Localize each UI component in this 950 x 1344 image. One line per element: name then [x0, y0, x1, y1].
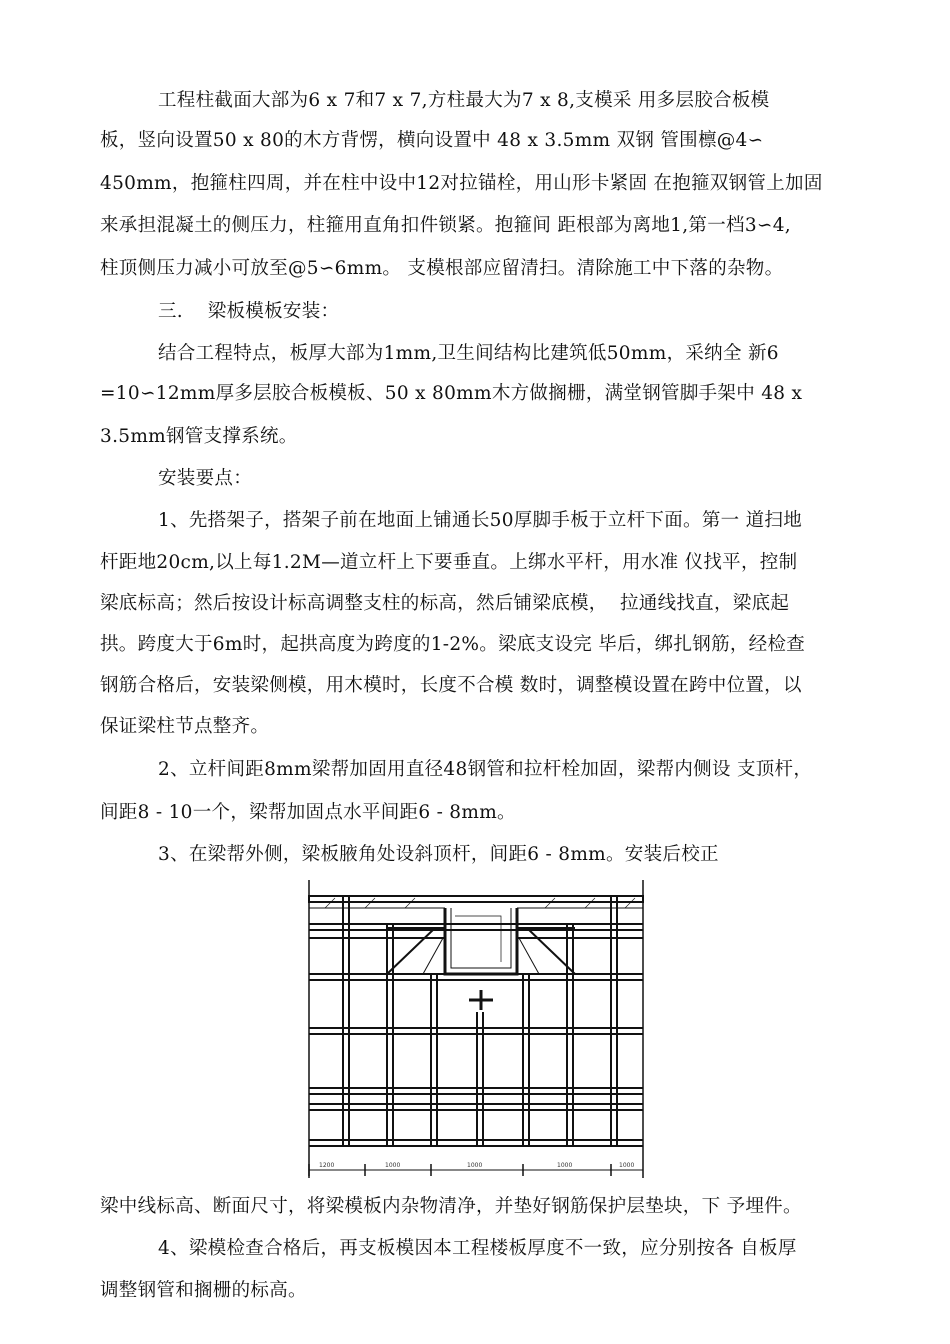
text-line: 保证梁柱节点整齐。 — [100, 716, 270, 737]
text-line: 拱。跨度大于6m时，起拱高度为跨度的1-2%。梁底支设完 毕后，绑扎钢筋，经检查 — [100, 634, 806, 655]
text-line: 1、先搭架子，搭架子前在地面上铺通长50厚脚手板于立杆下面。第一 道扫地 — [158, 510, 802, 531]
text-line: 梁底标高；然后按设计标高调整支柱的标高，然后铺梁底模， 拉通线找直，梁底起 — [100, 593, 790, 614]
text-line: 钢筋合格后，安装梁侧模，用木模时，长度不合模 数时，调整模设置在跨中位置，以 — [100, 675, 802, 696]
text-line: 3.5mm钢管支撑系统。 — [100, 426, 298, 447]
text-line: 4、梁模检查合格后，再支板模因本工程楼板厚度不一致，应分别按各 自板厚 — [158, 1238, 797, 1259]
text-line: 柱顶侧压力减小可放至@5∽6mm。 支模根部应留清扫。清除施工中下落的杂物。 — [100, 258, 784, 279]
text-line: 3、在梁帮外侧，梁板腋角处设斜顶杆，间距6 - 8mm。安装后校正 — [158, 844, 719, 865]
formwork-section-figure — [305, 878, 650, 1180]
dimension-label: 1000 — [557, 1162, 573, 1169]
text-line: 梁中线标高、断面尺寸，将梁模板内杂物清净，并垫好钢筋保护层垫块，下 予埋件。 — [100, 1196, 802, 1217]
slab-line — [309, 896, 643, 902]
text-line: 2、立杆间距8mm梁帮加固用直径48钢管和拉杆栓加固，梁帮内侧设 支顶杆， — [158, 759, 813, 780]
dimension-label: 1000 — [385, 1162, 401, 1169]
dimension-label: 1000 — [467, 1162, 483, 1169]
subsection-title: 安装要点： — [158, 468, 253, 489]
dimension-label: 1000 — [619, 1162, 635, 1169]
beam-form — [445, 908, 517, 974]
text-line: 450mm，抱箍柱四周，并在柱中设中12对拉锚栓，用山形卡紧固 在抱箍双钢管上加固 — [100, 173, 823, 194]
text-line: 结合工程特点，板厚大部为1mm,卫生间结构比建筑低50mm，采纳全 新6 — [158, 343, 779, 364]
text-line: 调整钢管和搁栅的标高。 — [100, 1280, 307, 1301]
text-line: =10∽12mm厚多层胶合板模板、50 x 80mm木方做搁栅，满堂钢管脚手架中 48 x — [100, 383, 803, 404]
section-heading: 三. 梁板模板安装： — [158, 301, 340, 322]
text-line: 间距8 - 10一个，梁帮加固点水平间距6 - 8mm。 — [100, 802, 516, 823]
dimension-label: 1200 — [319, 1162, 335, 1169]
text-line: 板，竖向设置50 x 80的木方背愣，横向设置中 48 x 3.5mm 双钢 管围檩@4∽ — [100, 130, 764, 151]
text-line: 杆距地20cm,以上每1.2M—道立杆上下要垂直。上绑水平杆，用水准 仪找平，控制 — [100, 552, 798, 573]
text-line: 工程柱截面大部为6 x 7和7 x 7,方柱最大为7 x 8,支模采 用多层胶合板模 — [158, 90, 770, 111]
text-line: 来承担混凝土的侧压力，柱箍用直角扣件锁紧。抱箍间 距根部为离地1,第一档3∽4, — [100, 215, 791, 236]
